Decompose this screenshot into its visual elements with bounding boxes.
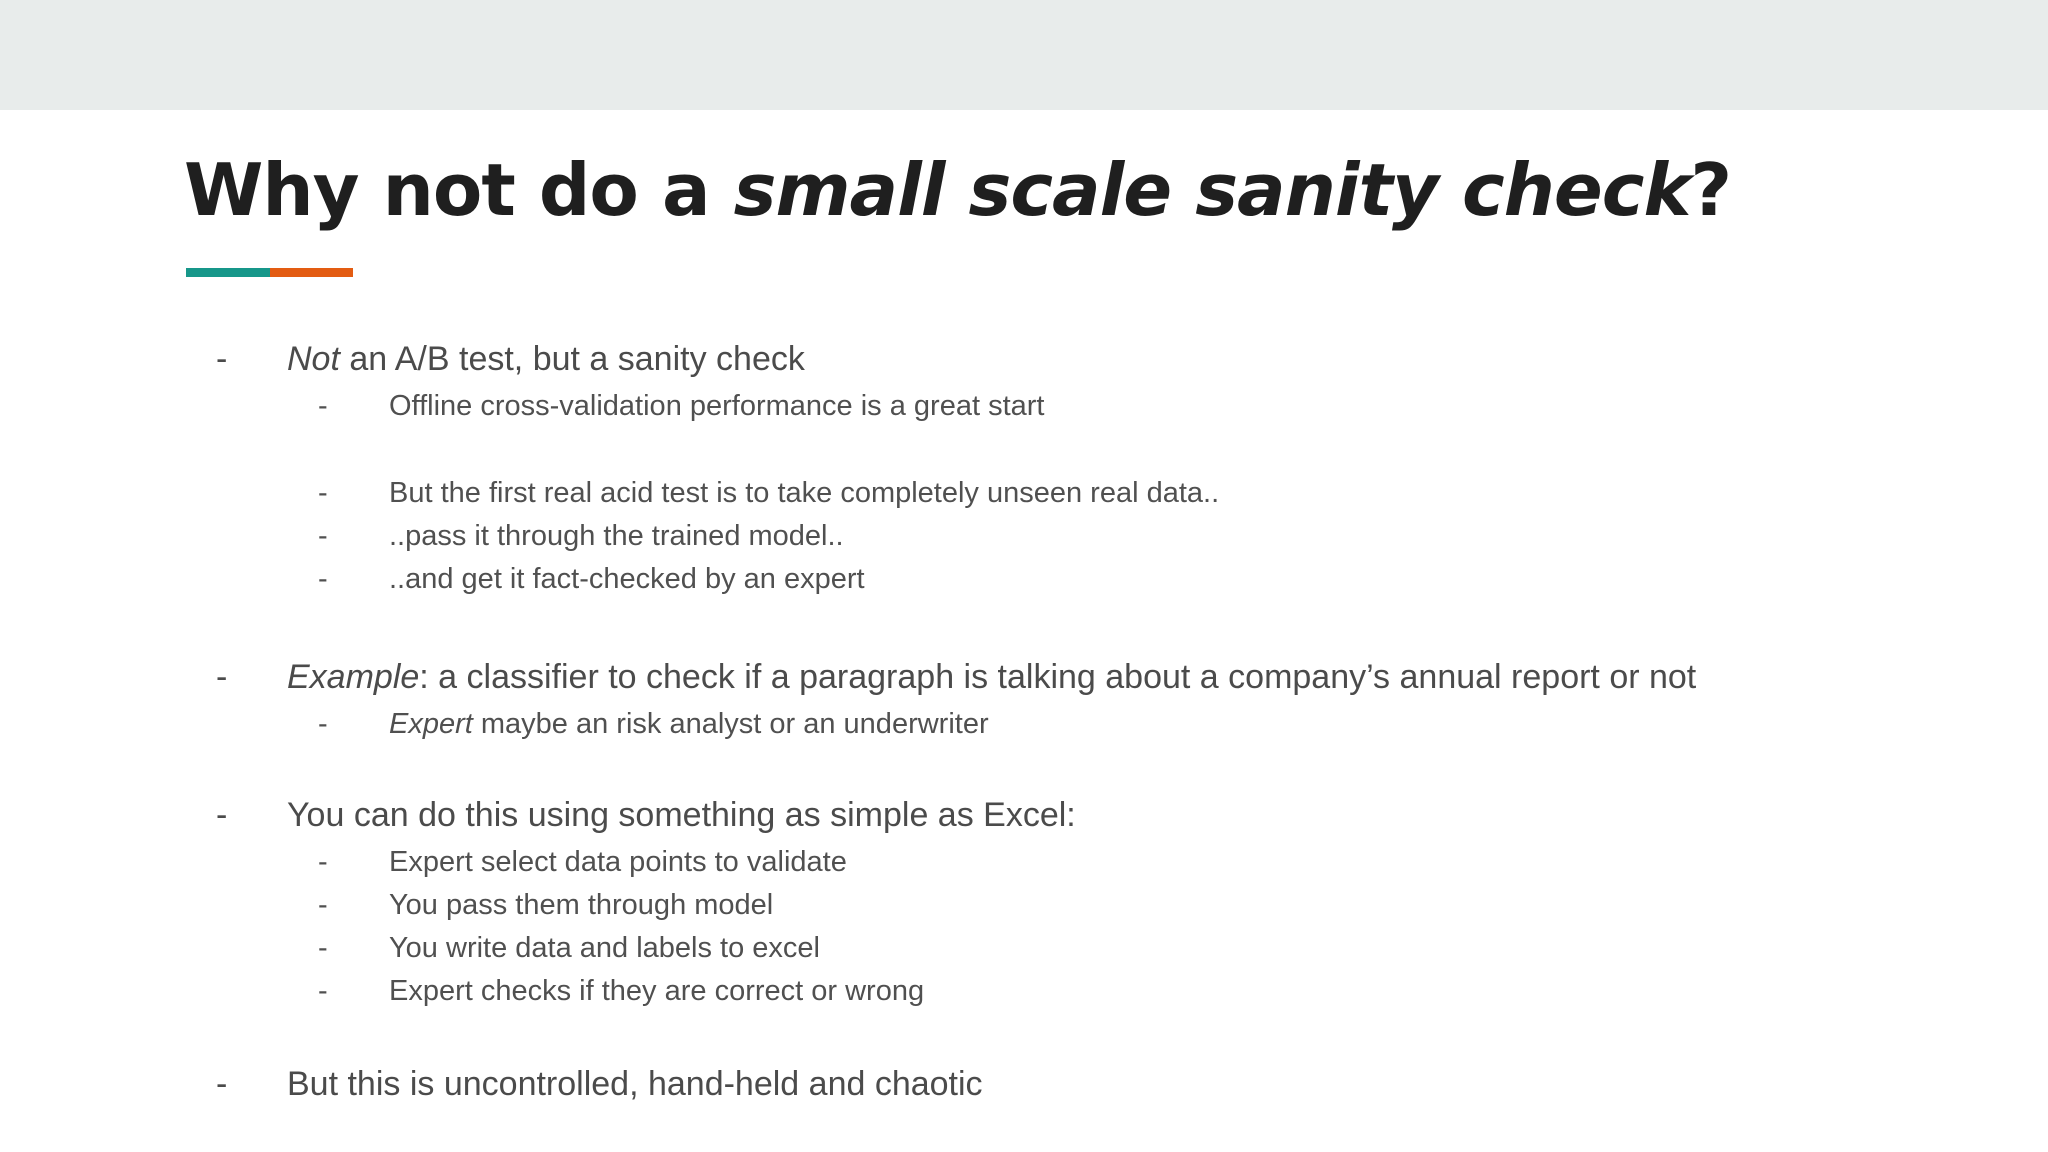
- sub-bullet-dash: -: [318, 846, 328, 878]
- sub-bullet-dash: -: [318, 708, 328, 740]
- bullet-1-sub-3: ..pass it through the trained model..: [389, 520, 844, 552]
- bullet-4: But this is uncontrolled, hand-held and chaotic: [287, 1065, 983, 1103]
- sub-bullet-dash: -: [318, 520, 328, 552]
- bullet-2-lead: Example: [287, 658, 420, 696]
- bullet-3-sub-1: Expert select data points to validate: [389, 846, 847, 878]
- bullet-1: [287, 340, 805, 379]
- title-plain: Why not do a: [184, 148, 734, 232]
- bullet-2-sub-1: [389, 708, 989, 741]
- bullet-1-sub-1: Offline cross-validation performance is a great start: [389, 390, 1045, 422]
- bullet-2-sub-lead: Expert: [389, 708, 473, 740]
- bullet-dash: -: [216, 658, 228, 696]
- bullet-2-text: : a classifier to check if a paragraph is talking about a company’s annual report or not: [419, 658, 1697, 696]
- bullet-dash: -: [216, 340, 228, 378]
- sub-bullet-dash: -: [318, 390, 328, 422]
- bullet-3: You can do this using something as simple as Excel:: [287, 796, 1076, 834]
- sub-bullet-dash: -: [318, 975, 328, 1007]
- sub-bullet-dash: -: [318, 932, 328, 964]
- sub-bullet-dash: -: [318, 477, 328, 509]
- bullet-dash: -: [216, 1065, 228, 1103]
- title-italic: small scale sanity check: [733, 148, 1691, 232]
- title-end: ?: [1690, 148, 1732, 232]
- bullet-1-sub-2: But the first real acid test is to take completely unseen real data..: [389, 477, 1220, 509]
- sub-bullet-dash: -: [318, 563, 328, 595]
- bullet-2: [287, 658, 1696, 697]
- bullet-1-lead: Not: [287, 340, 340, 378]
- bullet-1-text: an A/B test, but a sanity check: [339, 340, 805, 378]
- bullet-dash: -: [216, 796, 228, 834]
- bullet-2-sub-text: maybe an risk analyst or an underwriter: [472, 708, 989, 740]
- bullet-1-sub-4: ..and get it fact-checked by an expert: [389, 563, 865, 595]
- bullet-3-sub-2: You pass them through model: [389, 889, 774, 921]
- bullet-3-sub-3: You write data and labels to excel: [389, 932, 820, 964]
- bullet-3-sub-4: Expert checks if they are correct or wrong: [389, 975, 925, 1007]
- sub-bullet-dash: -: [318, 889, 328, 921]
